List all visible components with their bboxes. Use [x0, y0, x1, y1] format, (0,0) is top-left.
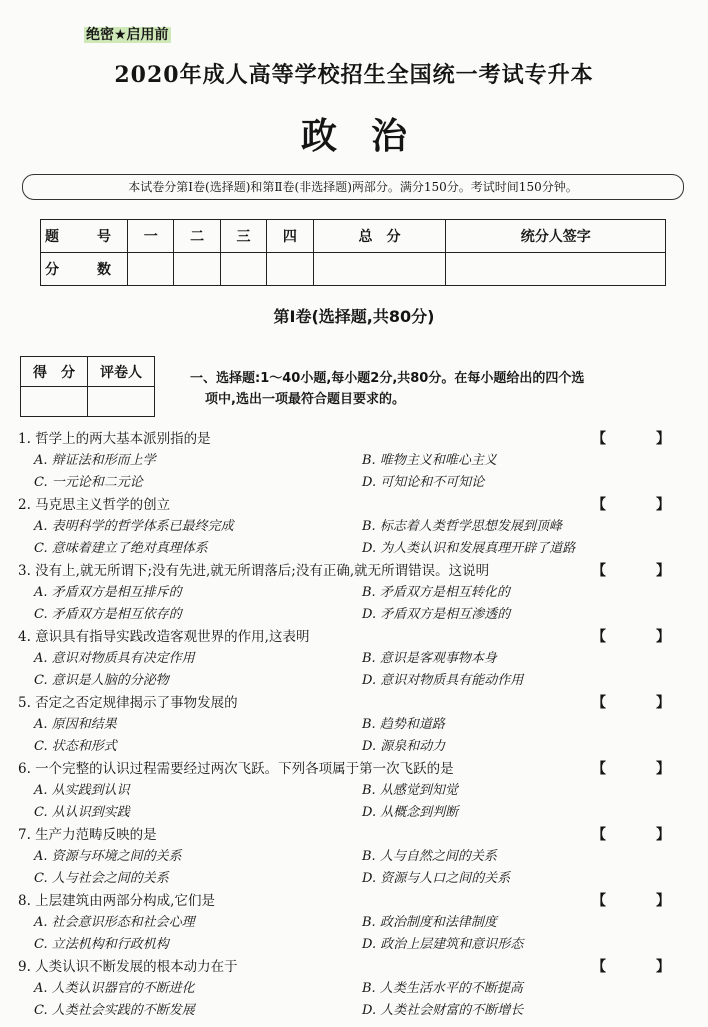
option-b: B. 人类生活水平的不断提高: [362, 981, 523, 996]
question-stem: 1. 哲学上的两大基本派别指的是: [18, 431, 211, 447]
score-entry-cell[interactable]: [446, 253, 666, 286]
option-c: C. 一元论和二元论: [34, 475, 143, 490]
score-table-cell: 统分人签字: [446, 220, 666, 253]
option-b: B. 意识是客观事物本身: [362, 651, 497, 666]
question-item: [18, 428, 694, 494]
question-stem: 9. 人类认识不断发展的根本动力在于: [18, 959, 238, 975]
option-a: A. 从实践到认识: [34, 783, 130, 798]
score-table-cell: 四: [267, 220, 313, 253]
option-b: B. 政治制度和法律制度: [362, 915, 497, 930]
option-b: B. 趋势和道路: [362, 717, 445, 732]
subject-title: 政治: [300, 115, 441, 157]
grader-name-entry[interactable]: [88, 387, 155, 417]
option-d: D. 人类社会财富的不断增长: [362, 1003, 524, 1018]
grader-score-entry[interactable]: [21, 387, 88, 417]
answer-bracket[interactable]: 【 】: [592, 629, 688, 645]
option-c: C. 意识是人脑的分泌物: [34, 673, 169, 688]
question-stem: 4. 意识具有指导实践改造客观世界的作用,这表明: [18, 629, 310, 645]
question-item: [18, 824, 694, 890]
score-table-cell: 分 数: [41, 253, 128, 286]
option-a: A. 意识对物质具有决定作用: [34, 651, 195, 666]
option-d: D. 矛盾双方是相互渗透的: [362, 607, 511, 622]
question-item: [18, 758, 694, 824]
option-c: C. 意味着建立了绝对真理体系: [34, 541, 208, 556]
option-b: B. 矛盾双方是相互转化的: [362, 585, 510, 600]
score-entry-cell[interactable]: [220, 253, 266, 286]
option-a: A. 表明科学的哲学体系已最终完成: [34, 519, 234, 534]
option-a: A. 社会意识形态和社会心理: [34, 915, 195, 930]
score-entry-cell[interactable]: [174, 253, 220, 286]
score-table-header-row: [41, 220, 666, 253]
score-table-cell: 一: [128, 220, 174, 253]
option-a: A. 原因和结果: [34, 717, 117, 732]
option-c: C. 从认识到实践: [34, 805, 130, 820]
question-stem: 6. 一个完整的认识过程需要经过两次飞跃。下列各项属于第一次飞跃的是: [18, 761, 454, 777]
score-table-cell: 二: [174, 220, 220, 253]
exam-title: 2020年成人高等学校招生全国统一考试专升本: [114, 62, 594, 88]
score-table-cell: 题 号: [41, 220, 128, 253]
option-a: A. 资源与环境之间的关系: [34, 849, 182, 864]
part-title: 第Ⅰ卷(选择题,共80分): [273, 307, 435, 326]
option-c: C. 矛盾双方是相互依存的: [34, 607, 182, 622]
score-entry-cell[interactable]: [128, 253, 174, 286]
question-item: [18, 494, 694, 560]
option-b: B. 标志着人类哲学思想发展到顶峰: [362, 519, 562, 534]
option-d: D. 源泉和动力: [362, 739, 446, 754]
question-stem: 8. 上层建筑由两部分构成,它们是: [18, 893, 215, 909]
question-item: [18, 956, 694, 1022]
answer-bracket[interactable]: 【 】: [592, 761, 688, 777]
option-c: C. 状态和形式: [34, 739, 117, 754]
option-a: A. 人类认识器官的不断进化: [34, 981, 195, 996]
grader-name-label: 评卷人: [88, 357, 155, 387]
instructions-line: 一、选择题:1～40小题,每小题2分,共80分。在每小题给出的四个选: [190, 371, 585, 386]
score-table-score-row: [41, 253, 666, 286]
option-d: D. 从概念到判断: [362, 805, 459, 820]
option-d: D. 可知论和不可知论: [362, 475, 485, 490]
option-b: B. 唯物主义和唯心主义: [362, 453, 497, 468]
option-b: B. 从感觉到知觉: [362, 783, 458, 798]
option-d: D. 意识对物质具有能动作用: [362, 673, 524, 688]
option-d: D. 政治上层建筑和意识形态: [362, 937, 524, 952]
question-item: [18, 692, 694, 758]
question-stem: 7. 生产力范畴反映的是: [18, 827, 157, 843]
question-stem: 5. 否定之否定规律揭示了事物发展的: [18, 695, 238, 711]
question-item: [18, 560, 694, 626]
option-c: C. 人类社会实践的不断发展: [34, 1003, 195, 1018]
question-item: [18, 890, 694, 956]
question-stem: 3. 没有上,就无所谓下;没有先进,就无所谓落后;没有正确,就无所谓错误。这说明: [18, 563, 490, 579]
score-entry-cell[interactable]: [313, 253, 446, 286]
grader-table: [20, 356, 155, 417]
answer-bracket[interactable]: 【 】: [592, 695, 688, 711]
instructions-line: 项中,选出一项最符合题目要求的。: [205, 392, 405, 407]
confidential-mark: 绝密★启用前: [86, 27, 169, 43]
answer-bracket[interactable]: 【 】: [592, 563, 688, 579]
option-d: D. 为人类认识和发展真理开辟了道路: [362, 541, 576, 556]
question-list: [18, 428, 694, 1022]
answer-bracket[interactable]: 【 】: [592, 959, 688, 975]
score-table-cell: 三: [220, 220, 266, 253]
exam-notice: 本试卷分第Ⅰ卷(选择题)和第Ⅱ卷(非选择题)两部分。满分150分。考试时间150分钟。: [22, 174, 684, 200]
section-instructions: [190, 368, 686, 410]
option-d: D. 资源与人口之间的关系: [362, 871, 511, 886]
option-c: C. 人与社会之间的关系: [34, 871, 169, 886]
question-stem: 2. 马克思主义哲学的创立: [18, 497, 171, 513]
answer-bracket[interactable]: 【 】: [592, 497, 688, 513]
option-a: A. 矛盾双方是相互排斥的: [34, 585, 182, 600]
option-a: A. 辩证法和形而上学: [34, 453, 156, 468]
grader-score-label: 得 分: [21, 357, 88, 387]
answer-bracket[interactable]: 【 】: [592, 827, 688, 843]
question-item: [18, 626, 694, 692]
score-table-cell: 总 分: [313, 220, 446, 253]
score-table: [40, 219, 666, 286]
option-b: B. 人与自然之间的关系: [362, 849, 497, 864]
option-c: C. 立法机构和行政机构: [34, 937, 169, 952]
answer-bracket[interactable]: 【 】: [592, 431, 688, 447]
answer-bracket[interactable]: 【 】: [592, 893, 688, 909]
score-entry-cell[interactable]: [267, 253, 313, 286]
